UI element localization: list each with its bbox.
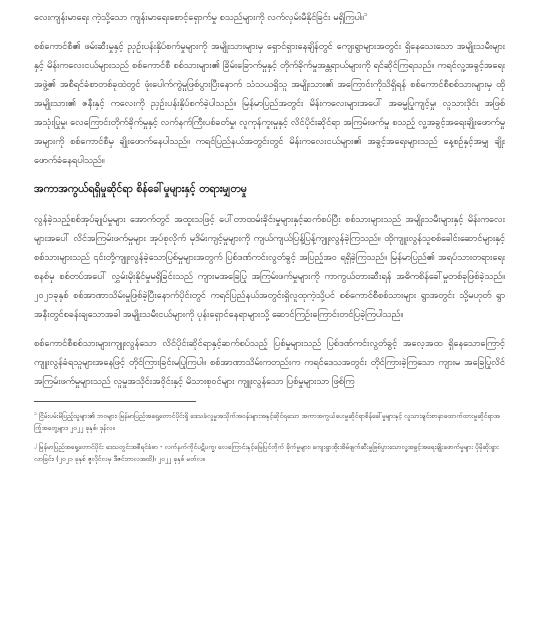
- footnote-1: [34, 408, 505, 434]
- footnote-text: ငြိမ်းပမ်းမိပြည့်သူများ၏ ဘဝများ၊ မြန်မာပြည်အရှေ့တောင်ပိုင်းရှိ ဒေသခံလူမှုအသိုက်အဝန်းများအနှင့်ဆိုင်ရသော အကာအကွယ်ပေးမှုဆိုင်ရာစိန်ခေါ်မှုများနှင့် လူသားချင်းစာနာထောက်ထားမှုဆိုင်ရာအကြုံအတွေ့များ၊ ၂၀၂၂ ခုနှစ်၊ ဒုန်လ။: [34, 412, 500, 433]
- paragraph-text: လေးကျန်းမာရေး ကဲ့သို့သော ကျန်းမာရေးစောင့်ရှောက်မှု စသည်များကို လက်လှမ်းမီနိုင်ခြင်း မရှိကြပါ။: [34, 12, 364, 23]
- footnote-number: ၂: [34, 442, 37, 449]
- paragraph-women-threats: [34, 37, 505, 170]
- paragraph-continuation: [34, 8, 505, 27]
- paragraph-text: စစ်ကောင်စီ၏ ဖမ်းဆီးမှုနှင့် ညှဉ်းပန်းနှိပ်စက်မှုများကို အမျိုးသားများမှ ရှောင်ရှားနေချိန်တွင် ကျေးရွာများအတွင်း ရှိနေသေးသော အမျိုးသမီးများနှင့် မိန်းကလေးငယ်များသည် စစ်ကောင်စီ စစ်သားများ၏ ခြိမ်းခြောက်မှုနှင့် တိုက်ခိုက်မှုအန္တရာယ်များကို ရင်ဆိုင်ကြရသည်။ ကရင်လူ့အခွင့်အရေးအဖွဲ့၏ အစီရင်ခံစာတစ်ခုထဲတွင် ဖုံးပေါက်ကွဲမှုဖြစ်ပွားပြီးနောက် သံသယရှိသူ အမျိုးသား၏ အကြောင်းကိုသိရှိရန် စစ်ကောင်စီစစ်သားများမှ ထိုအမျိုးသား၏ ဇနီးနှင့် ကလေးကို ညှဉ်းပန်းနှိပ်စက်ခဲ့ပါသည်။ မြန်မာပြည်အတွင်း မိန်းကလေးများအပေါ် အဓမ္မပြုကျင့်မှု၊ လူသားဒိုင်း အဖြစ်အသုံးပြုမှု၊ လေကြောင်းတိုက်ခိုက်မှုနှင့် လက်နက်ကြီးပစ်ခတ်မှု၊ လူကုန်ကူးမှုနှင့် လိင်ပိုင်းဆိုင်ရာ အကြမ်းဖက်မှု စသည့် လူ့အခွင့်အရေးချိုးဖောက်မှု အများကို စစ်ကောင်စီမှ ချိုးဖောက်နေပါသည်။ ကရင်ပြည်နယ်အတွင်းတွင် မိန်းကလေးငယ်များ၏ အခွင့်အရေးများသည် နေ့စဉ်နှင့်အမျှ ချိုးဖောက်ခံနေရပါသည်။: [34, 41, 505, 166]
- footnote-divider: [34, 401, 196, 402]
- footnote-number: ၁: [34, 411, 37, 417]
- section-heading: အကာအကွယ်ရရှိမှုဆိုင်ရာ စိန်ခေါ်မှုများနှင့် တရားမျှတမှု: [34, 183, 247, 195]
- paragraph-reporting: [34, 334, 505, 391]
- paragraph-text: စစ်ကောင်စီစစ်သားများကျူးလွန်သော လိင်ပိုင်းဆိုင်ရာနှင့်ဆက်စပ်သည့် ပြစ်မှုများသည် ပြစ်ဒဏ်ကင်းလွတ်ခွင့် အလေ့အထ ရှိနေသောကြောင့် ကျူးလွန်ခံရသူများအနေဖြင့် တိုင်ကြားခြင်းမပြုကြပါ။ စစ်အာဏာသိမ်းကတည်းက ကရင်ဒေသအတွင်း တိုင်ကြားခဲ့ကြသော ကျားမ အခြေပြုလိင်အကြမ်းဖက်မှုများသည် လူမှုအသိုင်းအဝိုင်းနှင့် မိသားစုဝင်များ ကျူးလွန်သော ပြစ်မှုများသာ ဖြစ်ကြ: [34, 338, 505, 387]
- footnote-2: [34, 439, 505, 465]
- paragraph-text: လွန်ခဲ့သည့်စစ်အုပ်ချုပ်မှုများ အောက်တွင် အထူးသဖြင့် ပေါ်တာထမ်းခိုင်းမှုများနှင့်ဆက်စပ်ပြီး စစ်သားများသည် အမျိုးသမီးများနှင့် မိန်းကလေးများအပေါ် လိင်အကြမ်းဖက်မှုများ အုပ်စုလိုက် မုဒိမ်းကျင့်မှုများကို ကျယ်ကျယ်ပြန့်ပြန့်ကျူးလွန်ခဲ့ကြသည်။ ထိုကျူးလွန်သူစစ်ခေါင်းဆောင်များနှင့် စစ်သားများသည် ၎င်းတို့ကျူးလွန်ခဲ့သောပြစ်မှုများအတွက် ပြစ်ဒဏ်ကင်းလွတ်ခွင့် အပြည့်အဝ ရရှိခဲ့ကြသည်။ မြန်မာပြည်၏ အရပ်သားတရားရေးစနစ်မှ စစ်တပ်အပေါ် လွှမ်းမိုးနိုင်မှုမရှိခြင်းသည် ကျားမအခြေပြု အကြမ်းဖက်မှုများကို ကာကွယ်တားဆီးရန် အဓိကစိန်ခေါ်မှုတစ်ခုဖြစ်ခဲ့သည်။ ၂၀၂၁ခုနှစ် စစ်အာဏာသိမ်းမှုဖြစ်ခဲ့ပြီးနောက်ပိုင်းတွင် ကရင်ပြည်နယ်အတွင်းရှိလူထုကဲ့သို့ပင် စစ်ကောင်စီစစ်သားများ ရွာအတွင်း သို့မဟုတ် ရွာအနီးတွင်စခန်းချသောအခါ အမျိုးသမီးငယ်များကို ပုန်းရှောင်နေရာများသို့ ဆောင်ကြဉ်းကြောင်းတင်ပြခဲ့ကြပါသည်။: [34, 214, 505, 320]
- footnote-text: မြန်မာပြည်အရှေ့တောင်ပိုင်း ဒေသတွင်းအစီရင်ခံစာ - လက်နက်ကိုင်ပဋိပက္ခ၊ လေကြောင်းနှင့်မြေပြင်တိုက် ခိုက်မှုများ၊ ကျေးရွာအိုးအိမ်ဖျက်ဆီးမှုဖြစ်ပွားသောလူ့အခွင့်အရေးချိုးဖောက်မှုများ ပိုမိုဆိုးရွားလာခြင်း၊ (၂၀၂၁ ခုနှစ် ဇူလိုင်လမှ ဒီဇင်ဘာလအထိ)၊ ၂၀၂၂ ခုနှစ် မတ်လ။: [34, 443, 499, 464]
- footnote-marker[interactable]: ၁: [363, 10, 368, 18]
- paragraph-impunity-history: [34, 210, 505, 324]
